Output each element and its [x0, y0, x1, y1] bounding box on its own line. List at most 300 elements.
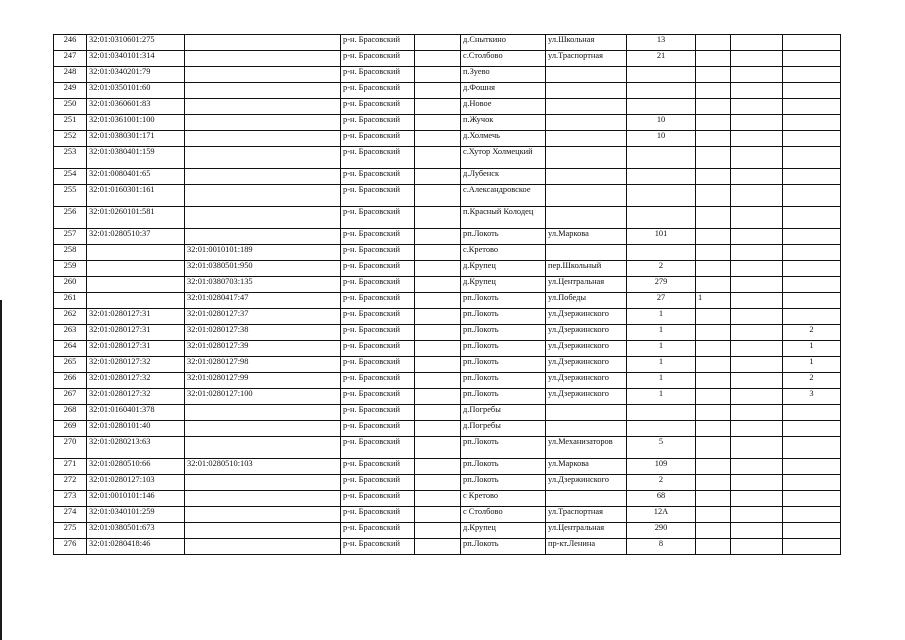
district-cell: р-н. Брасовский [341, 437, 415, 459]
locality-cell: с.Александровское [461, 185, 546, 207]
empty-cell [415, 507, 461, 523]
house-number-cell: 2 [627, 475, 696, 491]
street-cell [546, 207, 627, 229]
cadastral-number-cell: 32:01:0380501:673 [87, 523, 185, 539]
block-cell [731, 405, 783, 421]
empty-cell [415, 261, 461, 277]
table-row [54, 459, 841, 475]
empty-cell [415, 405, 461, 421]
related-cadastral-number-cell: 32:01:0280127:39 [185, 341, 341, 357]
house-number-cell: 12А [627, 507, 696, 523]
table-row [54, 421, 841, 437]
locality-cell: д.Крупец [461, 277, 546, 293]
empty-cell [415, 115, 461, 131]
block-cell [731, 229, 783, 245]
row-number-cell: 254 [54, 169, 87, 185]
related-cadastral-number-cell [185, 67, 341, 83]
related-cadastral-number-cell [185, 523, 341, 539]
building-cell [696, 51, 731, 67]
block-cell [731, 115, 783, 131]
table-body [54, 35, 841, 555]
cadastral-number-cell: 32:01:0010101:146 [87, 491, 185, 507]
district-cell: р-н. Брасовский [341, 389, 415, 405]
locality-cell: с Столбово [461, 507, 546, 523]
cadastral-number-cell: 32:01:0160301:161 [87, 185, 185, 207]
related-cadastral-number-cell [185, 491, 341, 507]
apartment-cell [783, 459, 841, 475]
block-cell [731, 357, 783, 373]
locality-cell: рп.Локоть [461, 437, 546, 459]
related-cadastral-number-cell [185, 35, 341, 51]
row-number-cell: 253 [54, 147, 87, 169]
building-cell [696, 437, 731, 459]
table-row [54, 67, 841, 83]
related-cadastral-number-cell: 32:01:0380703:135 [185, 277, 341, 293]
row-number-cell: 251 [54, 115, 87, 131]
district-cell: р-н. Брасовский [341, 325, 415, 341]
building-cell [696, 277, 731, 293]
street-cell [546, 245, 627, 261]
cadastral-register-table [53, 34, 841, 555]
table-row [54, 277, 841, 293]
table-row [54, 35, 841, 51]
apartment-cell [783, 309, 841, 325]
locality-cell: с Кретово [461, 491, 546, 507]
table-row [54, 539, 841, 555]
house-number-cell: 1 [627, 341, 696, 357]
block-cell [731, 491, 783, 507]
table-row [54, 309, 841, 325]
cadastral-number-cell: 32:01:0380301:171 [87, 131, 185, 147]
row-number-cell: 271 [54, 459, 87, 475]
house-number-cell: 5 [627, 437, 696, 459]
table-row [54, 147, 841, 169]
block-cell [731, 169, 783, 185]
street-cell: ул.Маркова [546, 229, 627, 245]
table-row [54, 229, 841, 245]
block-cell [731, 207, 783, 229]
street-cell: ул.Дзержинского [546, 357, 627, 373]
district-cell: р-н. Брасовский [341, 293, 415, 309]
apartment-cell [783, 35, 841, 51]
row-number-cell: 275 [54, 523, 87, 539]
table-row [54, 437, 841, 459]
empty-cell [415, 389, 461, 405]
empty-cell [415, 475, 461, 491]
row-number-cell: 257 [54, 229, 87, 245]
locality-cell: с.Кретово [461, 245, 546, 261]
cadastral-number-cell: 32:01:0260101:581 [87, 207, 185, 229]
apartment-cell [783, 507, 841, 523]
house-number-cell [627, 83, 696, 99]
page-edge-line [0, 300, 2, 640]
table-row [54, 341, 841, 357]
empty-cell [415, 83, 461, 99]
building-cell [696, 373, 731, 389]
building-cell [696, 459, 731, 475]
district-cell: р-н. Брасовский [341, 539, 415, 555]
table-row [54, 83, 841, 99]
district-cell: р-н. Брасовский [341, 99, 415, 115]
apartment-cell [783, 523, 841, 539]
cadastral-number-cell: 32:01:0360601:83 [87, 99, 185, 115]
district-cell: р-н. Брасовский [341, 169, 415, 185]
block-cell [731, 131, 783, 147]
table-row [54, 507, 841, 523]
building-cell [696, 539, 731, 555]
building-cell [696, 207, 731, 229]
district-cell: р-н. Брасовский [341, 185, 415, 207]
house-number-cell: 109 [627, 459, 696, 475]
apartment-cell [783, 437, 841, 459]
house-number-cell [627, 147, 696, 169]
apartment-cell [783, 131, 841, 147]
building-cell [696, 131, 731, 147]
block-cell [731, 309, 783, 325]
table-row [54, 261, 841, 277]
related-cadastral-number-cell [185, 405, 341, 421]
apartment-cell [783, 229, 841, 245]
row-number-cell: 256 [54, 207, 87, 229]
related-cadastral-number-cell [185, 83, 341, 99]
house-number-cell: 10 [627, 115, 696, 131]
locality-cell: д.Лубенск [461, 169, 546, 185]
cadastral-number-cell: 32:01:0280127:32 [87, 373, 185, 389]
empty-cell [415, 169, 461, 185]
related-cadastral-number-cell: 32:01:0010101:189 [185, 245, 341, 261]
street-cell: ул.Центральная [546, 523, 627, 539]
building-cell [696, 341, 731, 357]
block-cell [731, 51, 783, 67]
related-cadastral-number-cell: 32:01:0280127:99 [185, 373, 341, 389]
building-cell [696, 67, 731, 83]
table-row [54, 325, 841, 341]
apartment-cell [783, 67, 841, 83]
district-cell: р-н. Брасовский [341, 507, 415, 523]
related-cadastral-number-cell: 32:01:0280127:38 [185, 325, 341, 341]
cadastral-number-cell: 32:01:0280127:32 [87, 357, 185, 373]
locality-cell: рп.Локоть [461, 389, 546, 405]
empty-cell [415, 51, 461, 67]
building-cell [696, 507, 731, 523]
building-cell [696, 421, 731, 437]
related-cadastral-number-cell [185, 115, 341, 131]
related-cadastral-number-cell [185, 229, 341, 245]
row-number-cell: 261 [54, 293, 87, 309]
empty-cell [415, 229, 461, 245]
related-cadastral-number-cell [185, 185, 341, 207]
apartment-cell [783, 83, 841, 99]
apartment-cell [783, 491, 841, 507]
locality-cell: с.Хутор Холмецкий [461, 147, 546, 169]
empty-cell [415, 185, 461, 207]
empty-cell [415, 277, 461, 293]
building-cell [696, 83, 731, 99]
building-cell [696, 245, 731, 261]
district-cell: р-н. Брасовский [341, 421, 415, 437]
house-number-cell [627, 405, 696, 421]
cadastral-number-cell: 32:01:0280127:31 [87, 341, 185, 357]
street-cell [546, 67, 627, 83]
block-cell [731, 83, 783, 99]
cadastral-number-cell: 32:01:0280510:37 [87, 229, 185, 245]
row-number-cell: 274 [54, 507, 87, 523]
apartment-cell [783, 207, 841, 229]
locality-cell: д.Сныткино [461, 35, 546, 51]
district-cell: р-н. Брасовский [341, 35, 415, 51]
table-row [54, 185, 841, 207]
block-cell [731, 185, 783, 207]
related-cadastral-number-cell: 32:01:0280127:98 [185, 357, 341, 373]
row-number-cell: 263 [54, 325, 87, 341]
building-cell [696, 169, 731, 185]
cadastral-number-cell: 32:01:0280101:40 [87, 421, 185, 437]
street-cell: ул.Дзержинского [546, 373, 627, 389]
empty-cell [415, 207, 461, 229]
block-cell [731, 293, 783, 309]
district-cell: р-н. Брасовский [341, 245, 415, 261]
block-cell [731, 261, 783, 277]
related-cadastral-number-cell: 32:01:0280127:100 [185, 389, 341, 405]
street-cell: ул.Победы [546, 293, 627, 309]
building-cell [696, 491, 731, 507]
locality-cell: рп.Локоть [461, 475, 546, 491]
empty-cell [415, 373, 461, 389]
row-number-cell: 267 [54, 389, 87, 405]
district-cell: р-н. Брасовский [341, 277, 415, 293]
apartment-cell [783, 405, 841, 421]
building-cell [696, 475, 731, 491]
house-number-cell [627, 169, 696, 185]
house-number-cell [627, 421, 696, 437]
locality-cell: д.Крупец [461, 523, 546, 539]
apartment-cell [783, 293, 841, 309]
street-cell [546, 491, 627, 507]
empty-cell [415, 341, 461, 357]
related-cadastral-number-cell [185, 437, 341, 459]
empty-cell [415, 491, 461, 507]
street-cell [546, 169, 627, 185]
street-cell: ул.Дзержинского [546, 325, 627, 341]
row-number-cell: 269 [54, 421, 87, 437]
empty-cell [415, 131, 461, 147]
related-cadastral-number-cell [185, 99, 341, 115]
house-number-cell: 27 [627, 293, 696, 309]
locality-cell: рп.Локоть [461, 357, 546, 373]
row-number-cell: 246 [54, 35, 87, 51]
apartment-cell [783, 261, 841, 277]
locality-cell: рп.Локоть [461, 341, 546, 357]
district-cell: р-н. Брасовский [341, 475, 415, 491]
house-number-cell: 1 [627, 357, 696, 373]
district-cell: р-н. Брасовский [341, 115, 415, 131]
street-cell [546, 83, 627, 99]
table-row [54, 245, 841, 261]
apartment-cell: 1 [783, 357, 841, 373]
street-cell: ул.Центральная [546, 277, 627, 293]
cadastral-number-cell [87, 277, 185, 293]
block-cell [731, 437, 783, 459]
block-cell [731, 277, 783, 293]
locality-cell: рп.Локоть [461, 373, 546, 389]
district-cell: р-н. Брасовский [341, 357, 415, 373]
block-cell [731, 99, 783, 115]
locality-cell: рп.Локоть [461, 539, 546, 555]
locality-cell: д.Новое [461, 99, 546, 115]
empty-cell [415, 309, 461, 325]
empty-cell [415, 539, 461, 555]
district-cell: р-н. Брасовский [341, 523, 415, 539]
locality-cell: д.Холмечь [461, 131, 546, 147]
table-row [54, 169, 841, 185]
district-cell: р-н. Брасовский [341, 309, 415, 325]
cadastral-number-cell: 32:01:0080401:65 [87, 169, 185, 185]
apartment-cell [783, 169, 841, 185]
empty-cell [415, 437, 461, 459]
block-cell [731, 459, 783, 475]
block-cell [731, 341, 783, 357]
table-row [54, 523, 841, 539]
cadastral-number-cell: 32:01:0280127:31 [87, 309, 185, 325]
building-cell [696, 357, 731, 373]
block-cell [731, 373, 783, 389]
apartment-cell [783, 51, 841, 67]
street-cell: ул.Дзержинского [546, 341, 627, 357]
table-row [54, 357, 841, 373]
block-cell [731, 523, 783, 539]
locality-cell: д.Крупец [461, 261, 546, 277]
cadastral-number-cell: 32:01:0350101:60 [87, 83, 185, 99]
building-cell [696, 523, 731, 539]
house-number-cell: 68 [627, 491, 696, 507]
street-cell: ул.Дзержинского [546, 309, 627, 325]
street-cell [546, 185, 627, 207]
locality-cell: п.Красный Колодец [461, 207, 546, 229]
table-row [54, 373, 841, 389]
locality-cell: рп.Локоть [461, 293, 546, 309]
related-cadastral-number-cell [185, 421, 341, 437]
house-number-cell: 2 [627, 261, 696, 277]
empty-cell [415, 35, 461, 51]
block-cell [731, 507, 783, 523]
block-cell [731, 35, 783, 51]
house-number-cell: 1 [627, 389, 696, 405]
apartment-cell: 3 [783, 389, 841, 405]
building-cell [696, 389, 731, 405]
block-cell [731, 421, 783, 437]
house-number-cell [627, 67, 696, 83]
cadastral-number-cell: 32:01:0380401:159 [87, 147, 185, 169]
cadastral-number-cell: 32:01:0280418:46 [87, 539, 185, 555]
cadastral-number-cell [87, 293, 185, 309]
street-cell: ул.Школьная [546, 35, 627, 51]
apartment-cell [783, 277, 841, 293]
building-cell [696, 325, 731, 341]
locality-cell: д.Погребы [461, 421, 546, 437]
related-cadastral-number-cell [185, 147, 341, 169]
table-row [54, 51, 841, 67]
row-number-cell: 276 [54, 539, 87, 555]
locality-cell: рп.Локоть [461, 309, 546, 325]
street-cell: пр-кт.Ленина [546, 539, 627, 555]
street-cell: пер.Школьный [546, 261, 627, 277]
row-number-cell: 247 [54, 51, 87, 67]
related-cadastral-number-cell [185, 207, 341, 229]
related-cadastral-number-cell: 32:01:0280510:103 [185, 459, 341, 475]
district-cell: р-н. Брасовский [341, 261, 415, 277]
street-cell [546, 421, 627, 437]
street-cell [546, 131, 627, 147]
cadastral-number-cell: 32:01:0280510:66 [87, 459, 185, 475]
building-cell [696, 35, 731, 51]
row-number-cell: 249 [54, 83, 87, 99]
row-number-cell: 255 [54, 185, 87, 207]
apartment-cell [783, 421, 841, 437]
apartment-cell [783, 539, 841, 555]
house-number-cell: 279 [627, 277, 696, 293]
district-cell: р-н. Брасовский [341, 373, 415, 389]
related-cadastral-number-cell [185, 539, 341, 555]
empty-cell [415, 459, 461, 475]
locality-cell: рп.Локоть [461, 459, 546, 475]
locality-cell: д.Погребы [461, 405, 546, 421]
block-cell [731, 147, 783, 169]
row-number-cell: 270 [54, 437, 87, 459]
district-cell: р-н. Брасовский [341, 67, 415, 83]
building-cell [696, 229, 731, 245]
apartment-cell [783, 147, 841, 169]
empty-cell [415, 245, 461, 261]
empty-cell [415, 523, 461, 539]
row-number-cell: 264 [54, 341, 87, 357]
district-cell: р-н. Брасовский [341, 405, 415, 421]
street-cell: ул.Дзержинского [546, 389, 627, 405]
house-number-cell: 1 [627, 373, 696, 389]
house-number-cell [627, 99, 696, 115]
street-cell [546, 405, 627, 421]
table-row [54, 131, 841, 147]
row-number-cell: 252 [54, 131, 87, 147]
apartment-cell: 2 [783, 373, 841, 389]
related-cadastral-number-cell: 32:01:0280127:37 [185, 309, 341, 325]
cadastral-number-cell: 32:01:0280127:31 [87, 325, 185, 341]
empty-cell [415, 357, 461, 373]
cadastral-number-cell: 32:01:0280127:103 [87, 475, 185, 491]
related-cadastral-number-cell [185, 475, 341, 491]
house-number-cell: 290 [627, 523, 696, 539]
related-cadastral-number-cell [185, 51, 341, 67]
building-cell [696, 309, 731, 325]
cadastral-number-cell: 32:01:0280213:63 [87, 437, 185, 459]
locality-cell: рп.Локоть [461, 229, 546, 245]
apartment-cell [783, 99, 841, 115]
locality-cell: п.Жучок [461, 115, 546, 131]
cadastral-number-cell: 32:01:0361001:100 [87, 115, 185, 131]
locality-cell: п.Зуево [461, 67, 546, 83]
empty-cell [415, 293, 461, 309]
empty-cell [415, 99, 461, 115]
building-cell [696, 185, 731, 207]
apartment-cell: 1 [783, 341, 841, 357]
related-cadastral-number-cell [185, 507, 341, 523]
cadastral-number-cell: 32:01:0340101:259 [87, 507, 185, 523]
row-number-cell: 260 [54, 277, 87, 293]
house-number-cell: 1 [627, 325, 696, 341]
district-cell: р-н. Брасовский [341, 207, 415, 229]
cadastral-number-cell: 32:01:0160401:378 [87, 405, 185, 421]
house-number-cell [627, 207, 696, 229]
related-cadastral-number-cell: 32:01:0380501:950 [185, 261, 341, 277]
